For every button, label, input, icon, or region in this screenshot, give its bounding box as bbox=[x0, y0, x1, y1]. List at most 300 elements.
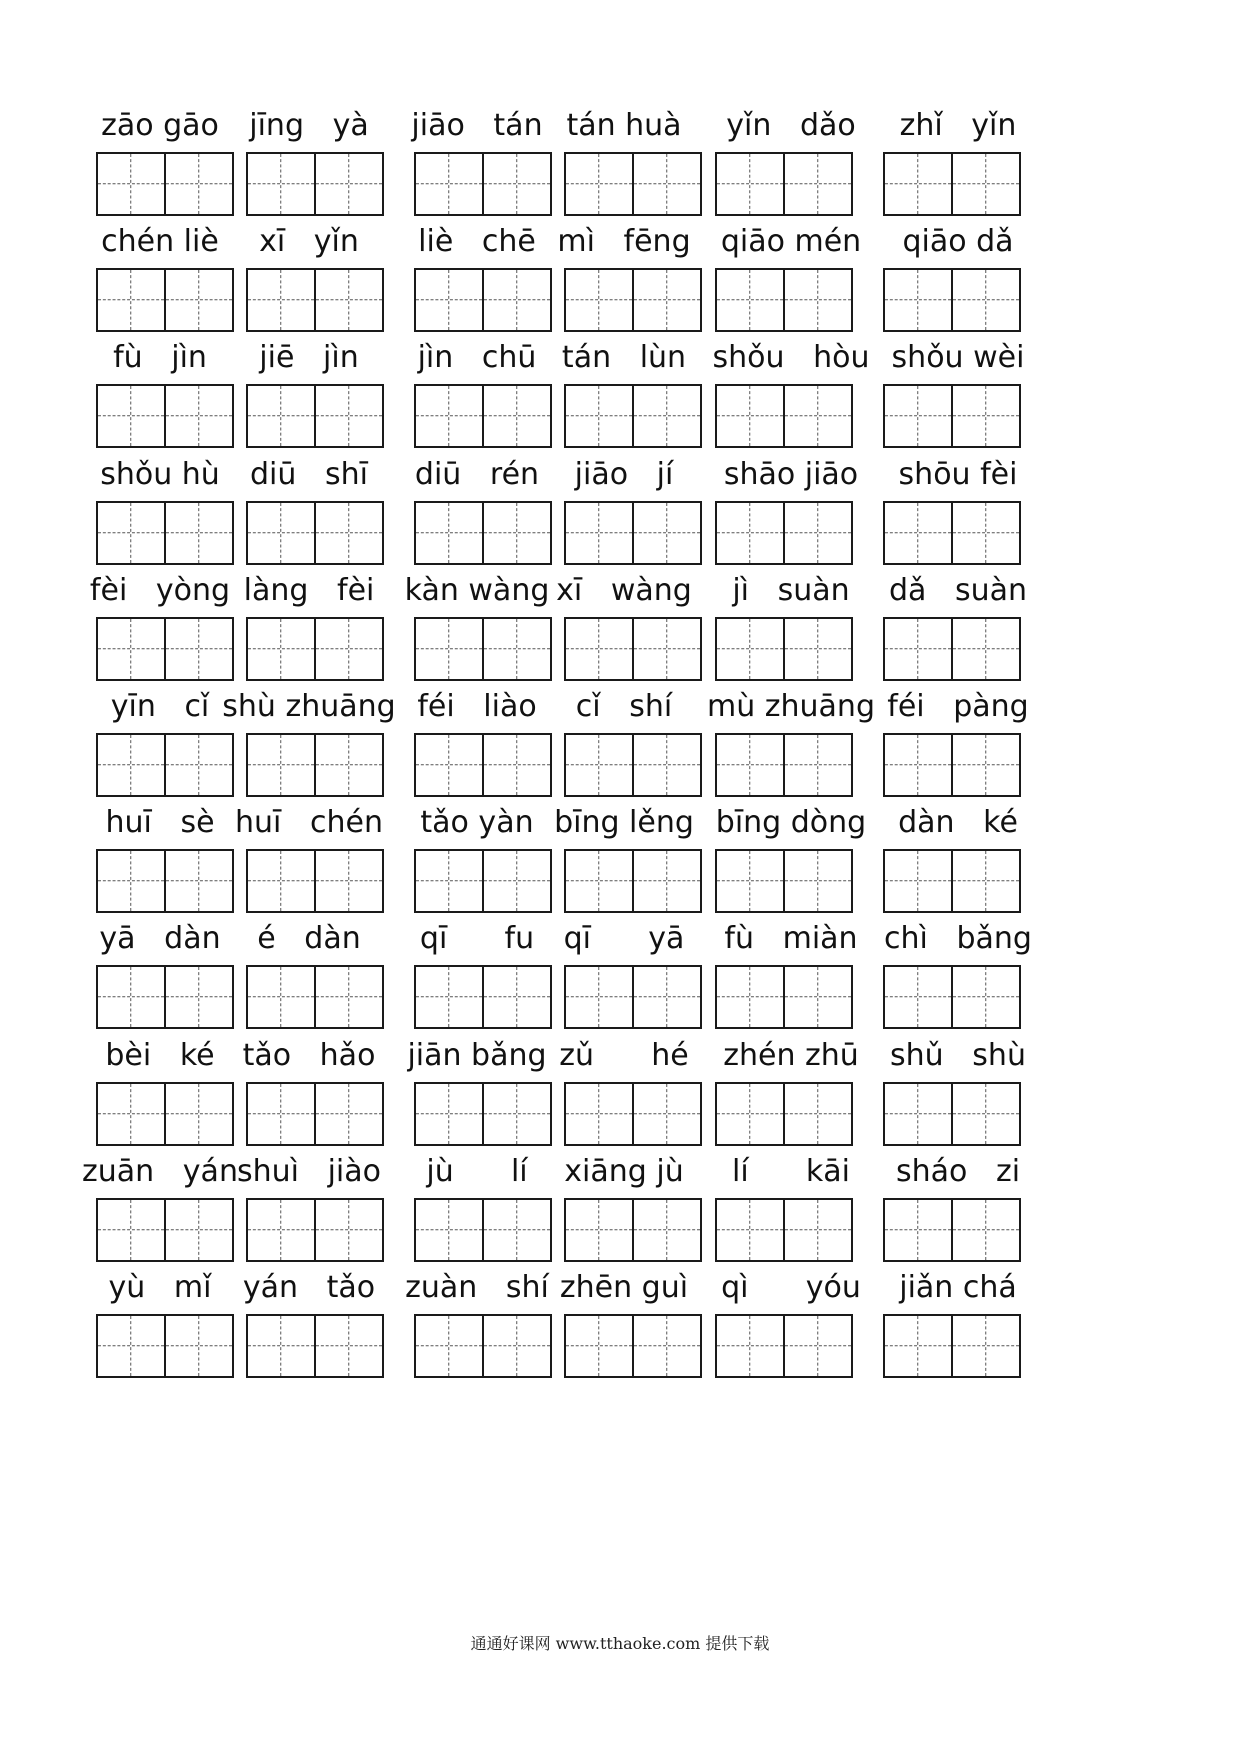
writing-box[interactable] bbox=[783, 849, 853, 913]
writing-box[interactable] bbox=[314, 1314, 384, 1378]
box-horizontal-guide bbox=[634, 532, 700, 533]
box-horizontal-guide bbox=[953, 764, 1019, 765]
writing-box[interactable] bbox=[783, 617, 853, 681]
box-horizontal-guide bbox=[566, 1345, 632, 1346]
writing-box[interactable] bbox=[96, 268, 166, 332]
box-horizontal-guide bbox=[566, 532, 632, 533]
box-horizontal-guide bbox=[316, 764, 382, 765]
box-horizontal-guide bbox=[316, 299, 382, 300]
box-horizontal-guide bbox=[566, 1229, 632, 1230]
writing-box[interactable] bbox=[564, 268, 634, 332]
writing-box[interactable] bbox=[951, 965, 1021, 1029]
box-horizontal-guide bbox=[785, 880, 851, 881]
writing-box[interactable] bbox=[246, 1198, 316, 1262]
writing-box[interactable] bbox=[414, 1082, 484, 1146]
box-horizontal-guide bbox=[416, 532, 482, 533]
box-horizontal-guide bbox=[566, 880, 632, 881]
pinyin-label: shāo jiāo bbox=[723, 457, 859, 492]
writing-box[interactable] bbox=[951, 1198, 1021, 1262]
pinyin-label: shǒu wèi bbox=[891, 340, 1025, 375]
writing-box[interactable] bbox=[715, 617, 785, 681]
box-horizontal-guide bbox=[885, 415, 951, 416]
writing-box[interactable] bbox=[414, 849, 484, 913]
box-horizontal-guide bbox=[785, 1113, 851, 1114]
writing-box[interactable] bbox=[883, 501, 953, 565]
box-horizontal-guide bbox=[885, 648, 951, 649]
pinyin-label: zuàn shí bbox=[405, 1270, 549, 1305]
box-horizontal-guide bbox=[98, 1113, 164, 1114]
pinyin-label: dǎ suàn bbox=[888, 573, 1028, 608]
writing-box[interactable] bbox=[246, 849, 316, 913]
box-horizontal-guide bbox=[166, 532, 232, 533]
box-horizontal-guide bbox=[416, 1113, 482, 1114]
writing-box[interactable] bbox=[246, 733, 316, 797]
writing-box[interactable] bbox=[951, 733, 1021, 797]
box-horizontal-guide bbox=[953, 183, 1019, 184]
box-horizontal-guide bbox=[885, 1113, 951, 1114]
writing-box[interactable] bbox=[482, 268, 552, 332]
box-horizontal-guide bbox=[484, 1229, 550, 1230]
writing-box[interactable] bbox=[883, 1314, 953, 1378]
writing-box[interactable] bbox=[564, 152, 634, 216]
box-horizontal-guide bbox=[634, 1345, 700, 1346]
pinyin-label: fèi yòng bbox=[89, 573, 231, 608]
writing-box[interactable] bbox=[164, 849, 234, 913]
box-horizontal-guide bbox=[484, 764, 550, 765]
writing-box[interactable] bbox=[164, 1198, 234, 1262]
pinyin-label: shǒu hòu bbox=[712, 340, 870, 375]
box-horizontal-guide bbox=[953, 532, 1019, 533]
pinyin-label: zǔ hé bbox=[559, 1038, 689, 1073]
writing-box[interactable] bbox=[246, 384, 316, 448]
pinyin-label: zuān yán bbox=[82, 1154, 238, 1189]
box-horizontal-guide bbox=[248, 299, 314, 300]
writing-box[interactable] bbox=[564, 1198, 634, 1262]
box-horizontal-guide bbox=[98, 996, 164, 997]
pinyin-label: tán huà bbox=[566, 108, 682, 143]
box-horizontal-guide bbox=[98, 764, 164, 765]
box-horizontal-guide bbox=[98, 532, 164, 533]
box-horizontal-guide bbox=[316, 1229, 382, 1230]
box-horizontal-guide bbox=[566, 764, 632, 765]
writing-box[interactable] bbox=[314, 501, 384, 565]
box-horizontal-guide bbox=[98, 415, 164, 416]
writing-box[interactable] bbox=[414, 268, 484, 332]
box-horizontal-guide bbox=[953, 1113, 1019, 1114]
writing-box[interactable] bbox=[883, 733, 953, 797]
box-horizontal-guide bbox=[166, 1345, 232, 1346]
writing-box[interactable] bbox=[715, 1314, 785, 1378]
box-horizontal-guide bbox=[166, 764, 232, 765]
box-horizontal-guide bbox=[484, 880, 550, 881]
writing-box[interactable] bbox=[96, 617, 166, 681]
writing-box[interactable] bbox=[632, 617, 702, 681]
pinyin-label: xī wàng bbox=[556, 573, 692, 608]
writing-box[interactable] bbox=[632, 1314, 702, 1378]
box-horizontal-guide bbox=[248, 1229, 314, 1230]
box-horizontal-guide bbox=[248, 1113, 314, 1114]
box-horizontal-guide bbox=[785, 1345, 851, 1346]
writing-box[interactable] bbox=[96, 152, 166, 216]
writing-box[interactable] bbox=[164, 152, 234, 216]
box-horizontal-guide bbox=[416, 299, 482, 300]
writing-box[interactable] bbox=[564, 617, 634, 681]
pinyin-label: làng fèi bbox=[243, 573, 375, 608]
box-horizontal-guide bbox=[484, 299, 550, 300]
pinyin-label: jiāo tán bbox=[411, 108, 543, 143]
pinyin-label: shù zhuāng bbox=[222, 689, 396, 724]
writing-box[interactable] bbox=[414, 1198, 484, 1262]
box-horizontal-guide bbox=[785, 764, 851, 765]
writing-box[interactable] bbox=[783, 1082, 853, 1146]
writing-box[interactable] bbox=[951, 1082, 1021, 1146]
box-horizontal-guide bbox=[885, 1229, 951, 1230]
writing-box[interactable] bbox=[96, 965, 166, 1029]
writing-box[interactable] bbox=[314, 1198, 384, 1262]
writing-box[interactable] bbox=[632, 501, 702, 565]
writing-box[interactable] bbox=[314, 733, 384, 797]
writing-box[interactable] bbox=[632, 268, 702, 332]
writing-box[interactable] bbox=[314, 617, 384, 681]
box-horizontal-guide bbox=[953, 996, 1019, 997]
pinyin-label: zhēn guì bbox=[559, 1270, 689, 1305]
pinyin-label: huī sè bbox=[105, 805, 215, 840]
pinyin-label: qiāo dǎ bbox=[902, 224, 1014, 259]
writing-box[interactable] bbox=[564, 965, 634, 1029]
writing-box[interactable] bbox=[96, 501, 166, 565]
writing-box[interactable] bbox=[783, 1314, 853, 1378]
writing-box[interactable] bbox=[715, 965, 785, 1029]
writing-box[interactable] bbox=[783, 268, 853, 332]
box-horizontal-guide bbox=[953, 1345, 1019, 1346]
box-horizontal-guide bbox=[953, 648, 1019, 649]
writing-box[interactable] bbox=[632, 384, 702, 448]
box-horizontal-guide bbox=[953, 415, 1019, 416]
writing-box[interactable] bbox=[715, 1198, 785, 1262]
writing-box[interactable] bbox=[564, 733, 634, 797]
box-horizontal-guide bbox=[316, 1113, 382, 1114]
pinyin-label: cǐ shí bbox=[575, 689, 673, 724]
pinyin-label: qī fu bbox=[419, 921, 535, 956]
writing-box[interactable] bbox=[783, 1198, 853, 1262]
writing-box[interactable] bbox=[482, 501, 552, 565]
writing-box[interactable] bbox=[164, 965, 234, 1029]
writing-box[interactable] bbox=[414, 965, 484, 1029]
box-horizontal-guide bbox=[248, 996, 314, 997]
writing-box[interactable] bbox=[883, 1082, 953, 1146]
writing-box[interactable] bbox=[246, 501, 316, 565]
box-horizontal-guide bbox=[953, 299, 1019, 300]
box-horizontal-guide bbox=[416, 1229, 482, 1230]
writing-box[interactable] bbox=[96, 384, 166, 448]
box-horizontal-guide bbox=[416, 880, 482, 881]
writing-box[interactable] bbox=[96, 733, 166, 797]
pinyin-label: liè chē bbox=[418, 224, 536, 259]
writing-box[interactable] bbox=[951, 501, 1021, 565]
pinyin-label: shōu fèi bbox=[898, 457, 1018, 492]
writing-box[interactable] bbox=[96, 1198, 166, 1262]
writing-box[interactable] bbox=[482, 1082, 552, 1146]
writing-box[interactable] bbox=[314, 849, 384, 913]
writing-box[interactable] bbox=[246, 268, 316, 332]
box-horizontal-guide bbox=[484, 183, 550, 184]
box-horizontal-guide bbox=[717, 996, 783, 997]
writing-box[interactable] bbox=[715, 152, 785, 216]
box-horizontal-guide bbox=[634, 648, 700, 649]
box-horizontal-guide bbox=[885, 299, 951, 300]
box-horizontal-guide bbox=[634, 183, 700, 184]
pinyin-label: diū rén bbox=[414, 457, 540, 492]
writing-box[interactable] bbox=[783, 152, 853, 216]
writing-box[interactable] bbox=[314, 1082, 384, 1146]
writing-box[interactable] bbox=[314, 965, 384, 1029]
pinyin-label: shǒu hù bbox=[100, 457, 220, 492]
writing-box[interactable] bbox=[715, 501, 785, 565]
pinyin-label: lí kāi bbox=[732, 1154, 850, 1189]
box-horizontal-guide bbox=[634, 415, 700, 416]
writing-box[interactable] bbox=[482, 1198, 552, 1262]
writing-box[interactable] bbox=[414, 1314, 484, 1378]
pinyin-label: jì suàn bbox=[732, 573, 850, 608]
writing-box[interactable] bbox=[783, 965, 853, 1029]
writing-box[interactable] bbox=[414, 152, 484, 216]
pinyin-label: tán lùn bbox=[561, 340, 687, 375]
box-horizontal-guide bbox=[566, 299, 632, 300]
box-horizontal-guide bbox=[316, 415, 382, 416]
box-horizontal-guide bbox=[98, 299, 164, 300]
writing-box[interactable] bbox=[164, 501, 234, 565]
box-horizontal-guide bbox=[416, 764, 482, 765]
pinyin-label: yù mǐ bbox=[108, 1270, 212, 1305]
pinyin-label: jiāo jí bbox=[574, 457, 674, 492]
writing-box[interactable] bbox=[632, 1198, 702, 1262]
box-horizontal-guide bbox=[717, 1229, 783, 1230]
writing-box[interactable] bbox=[164, 1082, 234, 1146]
box-horizontal-guide bbox=[566, 1113, 632, 1114]
writing-box[interactable] bbox=[632, 1082, 702, 1146]
pinyin-label: diū shī bbox=[250, 457, 368, 492]
box-horizontal-guide bbox=[634, 1113, 700, 1114]
box-horizontal-guide bbox=[634, 880, 700, 881]
pinyin-label: bīng lěng bbox=[554, 805, 694, 840]
box-horizontal-guide bbox=[717, 299, 783, 300]
pinyin-label: bīng dòng bbox=[715, 805, 867, 840]
box-horizontal-guide bbox=[566, 415, 632, 416]
pinyin-label: sháo zi bbox=[895, 1154, 1021, 1189]
pinyin-label: tǎo hǎo bbox=[242, 1038, 376, 1073]
footer-credit: 通通好课网 www.tthaoke.com 提供下载 bbox=[470, 1634, 770, 1653]
pinyin-label: jiē jìn bbox=[259, 340, 359, 375]
pinyin-label: é dàn bbox=[257, 921, 361, 956]
pinyin-label: féi pàng bbox=[887, 689, 1029, 724]
writing-box[interactable] bbox=[246, 965, 316, 1029]
writing-box[interactable] bbox=[164, 617, 234, 681]
pinyin-label: chì bǎng bbox=[884, 921, 1032, 956]
writing-box[interactable] bbox=[314, 384, 384, 448]
box-horizontal-guide bbox=[885, 183, 951, 184]
writing-box[interactable] bbox=[482, 152, 552, 216]
writing-box[interactable] bbox=[164, 384, 234, 448]
writing-box[interactable] bbox=[414, 501, 484, 565]
box-horizontal-guide bbox=[785, 415, 851, 416]
writing-box[interactable] bbox=[883, 617, 953, 681]
writing-box[interactable] bbox=[246, 152, 316, 216]
writing-box[interactable] bbox=[96, 849, 166, 913]
writing-box[interactable] bbox=[164, 1314, 234, 1378]
box-horizontal-guide bbox=[717, 764, 783, 765]
writing-box[interactable] bbox=[564, 1082, 634, 1146]
pinyin-label: yīn cǐ bbox=[110, 689, 210, 724]
writing-box[interactable] bbox=[632, 849, 702, 913]
writing-box[interactable] bbox=[482, 733, 552, 797]
box-horizontal-guide bbox=[717, 1113, 783, 1114]
box-horizontal-guide bbox=[717, 648, 783, 649]
writing-box[interactable] bbox=[482, 965, 552, 1029]
writing-box[interactable] bbox=[715, 733, 785, 797]
writing-box[interactable] bbox=[951, 849, 1021, 913]
box-horizontal-guide bbox=[166, 996, 232, 997]
pinyin-label: fù miàn bbox=[724, 921, 858, 956]
pinyin-label: xiāng jù bbox=[564, 1154, 684, 1189]
box-horizontal-guide bbox=[248, 415, 314, 416]
pinyin-label: qiāo mén bbox=[720, 224, 862, 259]
pinyin-label: huī chén bbox=[235, 805, 383, 840]
writing-box[interactable] bbox=[951, 617, 1021, 681]
box-horizontal-guide bbox=[717, 532, 783, 533]
box-horizontal-guide bbox=[634, 299, 700, 300]
box-horizontal-guide bbox=[166, 299, 232, 300]
box-horizontal-guide bbox=[785, 299, 851, 300]
box-horizontal-guide bbox=[634, 996, 700, 997]
box-horizontal-guide bbox=[98, 648, 164, 649]
writing-box[interactable] bbox=[883, 965, 953, 1029]
box-horizontal-guide bbox=[634, 764, 700, 765]
pinyin-label: fù jìn bbox=[113, 340, 207, 375]
box-horizontal-guide bbox=[484, 1113, 550, 1114]
pinyin-label: féi liào bbox=[417, 689, 537, 724]
box-horizontal-guide bbox=[98, 183, 164, 184]
writing-box[interactable] bbox=[632, 152, 702, 216]
writing-box[interactable] bbox=[951, 1314, 1021, 1378]
writing-box[interactable] bbox=[715, 849, 785, 913]
box-horizontal-guide bbox=[484, 648, 550, 649]
writing-box[interactable] bbox=[715, 1082, 785, 1146]
box-horizontal-guide bbox=[166, 183, 232, 184]
writing-box[interactable] bbox=[883, 849, 953, 913]
writing-box[interactable] bbox=[564, 501, 634, 565]
box-horizontal-guide bbox=[953, 1229, 1019, 1230]
box-horizontal-guide bbox=[98, 1345, 164, 1346]
writing-box[interactable] bbox=[883, 1198, 953, 1262]
box-horizontal-guide bbox=[717, 880, 783, 881]
writing-box[interactable] bbox=[482, 617, 552, 681]
writing-box[interactable] bbox=[715, 384, 785, 448]
writing-box[interactable] bbox=[632, 965, 702, 1029]
box-horizontal-guide bbox=[166, 1229, 232, 1230]
box-horizontal-guide bbox=[98, 1229, 164, 1230]
pinyin-label: dàn ké bbox=[898, 805, 1018, 840]
box-horizontal-guide bbox=[785, 532, 851, 533]
writing-box[interactable] bbox=[414, 617, 484, 681]
pinyin-label: jìn chū bbox=[417, 340, 537, 375]
writing-box[interactable] bbox=[164, 268, 234, 332]
box-horizontal-guide bbox=[953, 880, 1019, 881]
pinyin-label: jīng yà bbox=[249, 108, 369, 143]
pinyin-label: yǐn dǎo bbox=[726, 108, 856, 143]
box-horizontal-guide bbox=[416, 183, 482, 184]
pinyin-label: jiān bǎng bbox=[407, 1038, 547, 1073]
writing-box[interactable] bbox=[564, 1314, 634, 1378]
writing-box[interactable] bbox=[564, 384, 634, 448]
writing-box[interactable] bbox=[414, 733, 484, 797]
box-horizontal-guide bbox=[316, 183, 382, 184]
writing-box[interactable] bbox=[883, 152, 953, 216]
box-horizontal-guide bbox=[248, 648, 314, 649]
box-horizontal-guide bbox=[484, 415, 550, 416]
box-horizontal-guide bbox=[885, 996, 951, 997]
writing-box[interactable] bbox=[482, 849, 552, 913]
writing-box[interactable] bbox=[482, 1314, 552, 1378]
writing-box[interactable] bbox=[632, 733, 702, 797]
pinyin-label: yā dàn bbox=[99, 921, 221, 956]
box-horizontal-guide bbox=[484, 1345, 550, 1346]
writing-box[interactable] bbox=[246, 1314, 316, 1378]
writing-box[interactable] bbox=[314, 152, 384, 216]
writing-box[interactable] bbox=[246, 1082, 316, 1146]
writing-box[interactable] bbox=[482, 384, 552, 448]
box-horizontal-guide bbox=[885, 532, 951, 533]
writing-box[interactable] bbox=[883, 384, 953, 448]
box-horizontal-guide bbox=[98, 880, 164, 881]
pinyin-label: zhén zhū bbox=[723, 1038, 859, 1073]
writing-box[interactable] bbox=[783, 384, 853, 448]
pinyin-label: qī yā bbox=[563, 921, 685, 956]
writing-box[interactable] bbox=[314, 268, 384, 332]
box-horizontal-guide bbox=[166, 880, 232, 881]
pinyin-label: mì fēng bbox=[557, 224, 691, 259]
writing-box[interactable] bbox=[715, 268, 785, 332]
writing-box[interactable] bbox=[96, 1314, 166, 1378]
writing-box[interactable] bbox=[951, 384, 1021, 448]
box-horizontal-guide bbox=[316, 648, 382, 649]
box-horizontal-guide bbox=[316, 996, 382, 997]
box-horizontal-guide bbox=[316, 880, 382, 881]
box-horizontal-guide bbox=[566, 648, 632, 649]
writing-box[interactable] bbox=[164, 733, 234, 797]
pinyin-label: chén liè bbox=[101, 224, 219, 259]
writing-box[interactable] bbox=[783, 733, 853, 797]
pinyin-label: kàn wàng bbox=[404, 573, 550, 608]
box-horizontal-guide bbox=[566, 183, 632, 184]
box-horizontal-guide bbox=[248, 183, 314, 184]
writing-box[interactable] bbox=[951, 152, 1021, 216]
writing-box[interactable] bbox=[951, 268, 1021, 332]
box-horizontal-guide bbox=[248, 880, 314, 881]
box-horizontal-guide bbox=[416, 996, 482, 997]
writing-box[interactable] bbox=[96, 1082, 166, 1146]
writing-box[interactable] bbox=[564, 849, 634, 913]
writing-box[interactable] bbox=[414, 384, 484, 448]
writing-box[interactable] bbox=[783, 501, 853, 565]
box-horizontal-guide bbox=[316, 532, 382, 533]
box-horizontal-guide bbox=[166, 648, 232, 649]
pinyin-label: yán tǎo bbox=[242, 1270, 376, 1305]
writing-box[interactable] bbox=[883, 268, 953, 332]
pinyin-label: jiǎn chá bbox=[899, 1270, 1017, 1305]
box-horizontal-guide bbox=[416, 1345, 482, 1346]
writing-box[interactable] bbox=[246, 617, 316, 681]
box-horizontal-guide bbox=[885, 880, 951, 881]
